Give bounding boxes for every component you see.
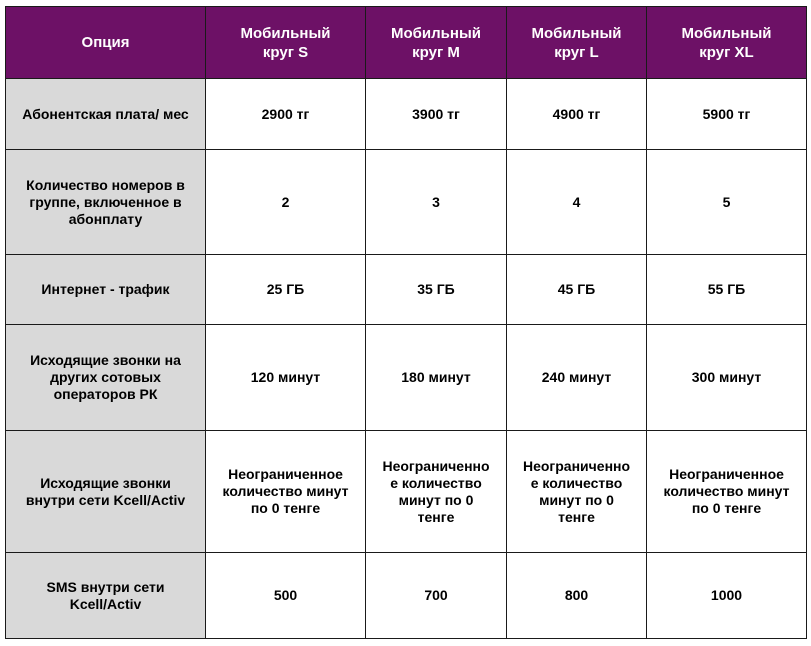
cell-plan-s: 2 xyxy=(206,150,366,255)
cell-plan-m: 35 ГБ xyxy=(366,255,507,325)
cell-plan-xl: 5900 тг xyxy=(647,79,807,150)
tariff-table-container xyxy=(5,6,807,639)
table-row-subscription-fee xyxy=(6,79,807,150)
header-option: Опция xyxy=(6,7,206,79)
table-row-outgoing-other-operators xyxy=(6,325,807,431)
cell-plan-l: 45 ГБ xyxy=(507,255,647,325)
cell-plan-xl: 5 xyxy=(647,150,807,255)
header-plan-s: Мобильный круг S xyxy=(206,7,366,79)
row-label: Исходящие звонки внутри сети Kcell/Activ xyxy=(6,431,206,553)
table-row-outgoing-in-network xyxy=(6,431,807,553)
cell-plan-l: 800 xyxy=(507,553,647,639)
cell-plan-xl: 55 ГБ xyxy=(647,255,807,325)
cell-plan-m: 3 xyxy=(366,150,507,255)
cell-plan-xl: 300 минут xyxy=(647,325,807,431)
cell-plan-l: 4900 тг xyxy=(507,79,647,150)
table-header-row xyxy=(6,7,807,79)
cell-plan-s: Неограниченное количество минут по 0 тенге xyxy=(206,431,366,553)
cell-plan-xl: Неограниченное количество минут по 0 тенге xyxy=(647,431,807,553)
row-label: Исходящие звонки на других сотовых операторов РК xyxy=(6,325,206,431)
cell-plan-s: 2900 тг xyxy=(206,79,366,150)
row-label: Интернет - трафик xyxy=(6,255,206,325)
row-label: Абонентская плата/ мес xyxy=(6,79,206,150)
cell-plan-l: 4 xyxy=(507,150,647,255)
cell-plan-s: 500 xyxy=(206,553,366,639)
table-row-sms-in-network xyxy=(6,553,807,639)
cell-plan-s: 25 ГБ xyxy=(206,255,366,325)
row-label: Количество номеров в группе, включенное в абонплату xyxy=(6,150,206,255)
cell-plan-l: 240 минут xyxy=(507,325,647,431)
table-row-group-numbers xyxy=(6,150,807,255)
cell-plan-m: 180 минут xyxy=(366,325,507,431)
cell-plan-m: 700 xyxy=(366,553,507,639)
tariff-comparison-table xyxy=(5,6,807,639)
header-plan-l: Мобильный круг L xyxy=(507,7,647,79)
cell-plan-m: Неограниченно е количество минут по 0 тенге xyxy=(366,431,507,553)
header-plan-xl: Мобильный круг XL xyxy=(647,7,807,79)
cell-plan-l: Неограниченно е количество минут по 0 тенге xyxy=(507,431,647,553)
table-row-internet-traffic xyxy=(6,255,807,325)
header-plan-m: Мобильный круг M xyxy=(366,7,507,79)
cell-plan-m: 3900 тг xyxy=(366,79,507,150)
cell-plan-s: 120 минут xyxy=(206,325,366,431)
cell-plan-xl: 1000 xyxy=(647,553,807,639)
row-label: SMS внутри сети Kcell/Activ xyxy=(6,553,206,639)
